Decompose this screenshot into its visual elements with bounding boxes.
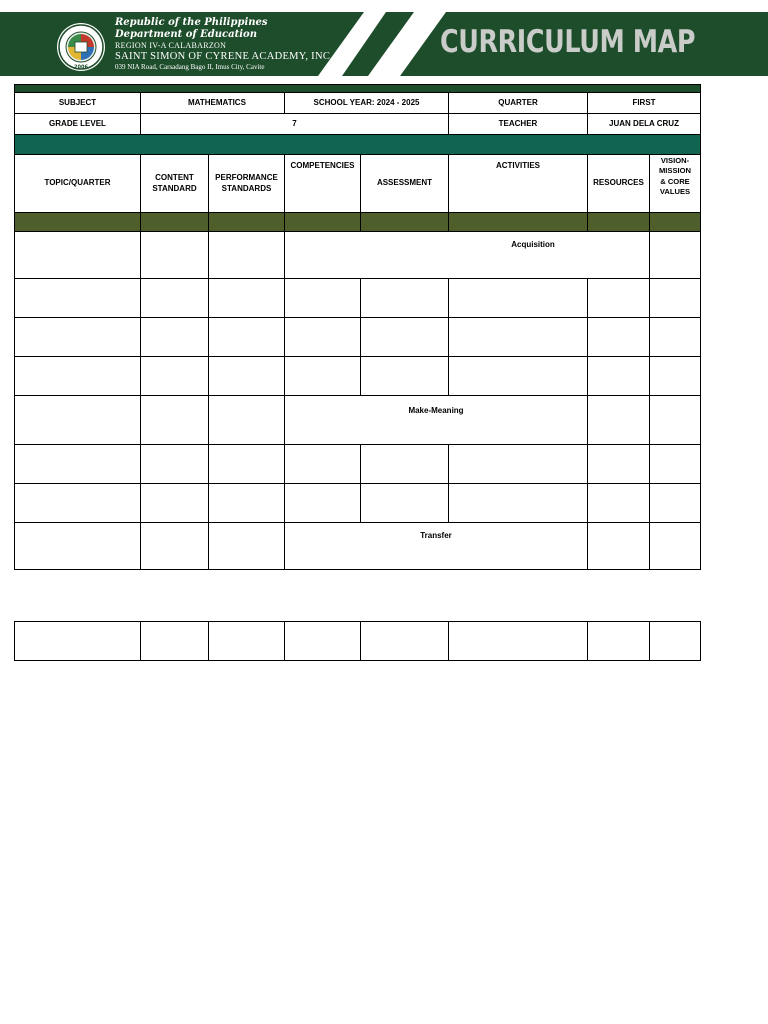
table-cell[interactable] — [650, 318, 701, 357]
col-topic-quarter: TOPIC/QUARTER — [15, 155, 141, 213]
table-cell[interactable] — [15, 622, 141, 661]
row-acquisition — [15, 232, 701, 279]
col-assessment: ASSESSMENT — [361, 155, 449, 213]
org-department: Department of Education — [115, 29, 257, 40]
col-vision-line4: VALUES — [659, 186, 691, 196]
table-cell[interactable] — [141, 232, 209, 279]
col-activities: ACTIVITIES — [449, 155, 588, 213]
olive-cell — [588, 213, 650, 232]
table-cell[interactable] — [361, 279, 449, 318]
org-address: 039 NIA Road, Carsadang Bago II, Imus City, Cavite — [115, 63, 265, 71]
col-vision-line2: MISSION — [658, 166, 692, 176]
table-cell[interactable] — [650, 232, 701, 279]
col-content-standard — [141, 155, 209, 213]
section-acquisition: Acquisition — [285, 232, 650, 279]
col-competencies: COMPETENCIES — [285, 155, 361, 213]
table-cell[interactable] — [141, 484, 209, 523]
row-transfer — [15, 523, 701, 570]
table-cell[interactable] — [209, 523, 285, 570]
subject-value[interactable]: MATHEMATICS — [141, 93, 285, 114]
table-cell[interactable] — [650, 357, 701, 396]
table-cell[interactable] — [15, 279, 141, 318]
table-cell[interactable] — [141, 357, 209, 396]
org-school-name: SAINT SIMON OF CYRENE ACADEMY, INC. — [115, 51, 334, 62]
table-cell[interactable] — [141, 279, 209, 318]
table-cell[interactable] — [588, 396, 650, 445]
logo-year: 2006 — [74, 64, 88, 71]
table-cell[interactable] — [141, 396, 209, 445]
table-row — [15, 484, 701, 523]
table-cell[interactable] — [141, 622, 209, 661]
org-republic: Republic of the Philippines — [115, 17, 268, 28]
table-cell[interactable] — [449, 318, 588, 357]
table-cell[interactable] — [650, 523, 701, 570]
col-vision-mission-core-values — [650, 155, 701, 213]
table-cell[interactable] — [209, 622, 285, 661]
extra-row-table — [14, 621, 701, 661]
top-strip — [15, 85, 701, 93]
table-cell[interactable] — [285, 318, 361, 357]
school-year[interactable]: SCHOOL YEAR: 2024 - 2025 — [285, 93, 449, 114]
column-header-row — [15, 155, 701, 213]
olive-cell — [15, 213, 141, 232]
col-performance-line2: STANDARDS — [221, 183, 272, 193]
table-cell[interactable] — [209, 484, 285, 523]
table-cell[interactable] — [588, 318, 650, 357]
col-vision-line1: VISION- — [660, 156, 690, 165]
table-cell[interactable] — [285, 622, 361, 661]
table-cell[interactable] — [650, 396, 701, 445]
row-make-meaning — [15, 396, 701, 445]
table-cell[interactable] — [449, 622, 588, 661]
olive-band-row — [15, 213, 701, 232]
olive-cell — [141, 213, 209, 232]
curriculum-map-table — [14, 84, 701, 570]
table-cell[interactable] — [449, 484, 588, 523]
col-content-line2: STANDARD — [152, 183, 197, 193]
grade-level-value[interactable]: 7 — [141, 114, 449, 135]
col-content-line1: CONTENT — [155, 172, 194, 182]
table-cell[interactable] — [650, 445, 701, 484]
table-cell[interactable] — [449, 445, 588, 484]
col-performance-line1: PERFORMANCE — [215, 172, 278, 182]
table-cell[interactable] — [361, 357, 449, 396]
table-cell[interactable] — [285, 357, 361, 396]
table-cell[interactable] — [650, 622, 701, 661]
table-cell[interactable] — [15, 357, 141, 396]
teacher-value[interactable]: JUAN DELA CRUZ — [588, 114, 701, 135]
section-band — [15, 135, 701, 155]
top-strip-row — [15, 85, 701, 93]
quarter-value[interactable]: FIRST — [588, 93, 701, 114]
table-cell[interactable] — [588, 357, 650, 396]
table-cell[interactable] — [650, 279, 701, 318]
table-cell[interactable] — [209, 357, 285, 396]
table-cell[interactable] — [15, 523, 141, 570]
section-make-meaning: Make-Meaning — [285, 396, 588, 445]
teacher-label: TEACHER — [449, 114, 588, 135]
col-performance-standards — [209, 155, 285, 213]
col-resources: RESOURCES — [588, 155, 650, 213]
grade-level-label: GRADE LEVEL — [15, 114, 141, 135]
table-cell[interactable] — [588, 523, 650, 570]
table-row — [15, 445, 701, 484]
table-cell[interactable] — [15, 396, 141, 445]
table-cell[interactable] — [361, 484, 449, 523]
table-cell[interactable] — [15, 318, 141, 357]
table-cell[interactable] — [209, 318, 285, 357]
table-cell[interactable] — [449, 357, 588, 396]
table-cell[interactable] — [588, 445, 650, 484]
table-row — [15, 622, 701, 661]
table-cell[interactable] — [285, 445, 361, 484]
table-cell[interactable] — [285, 279, 361, 318]
table-row — [15, 318, 701, 357]
section-transfer: Transfer — [285, 523, 588, 570]
table-row — [15, 279, 701, 318]
org-region: REGION IV-A CALABARZON — [115, 41, 227, 50]
table-cell[interactable] — [209, 445, 285, 484]
table-cell[interactable] — [209, 232, 285, 279]
olive-cell — [361, 213, 449, 232]
table-cell[interactable] — [588, 279, 650, 318]
school-seal-logo — [56, 22, 106, 72]
table-cell[interactable] — [141, 523, 209, 570]
table-cell[interactable] — [15, 232, 141, 279]
table-cell[interactable] — [361, 318, 449, 357]
table-cell[interactable] — [141, 445, 209, 484]
quarter-label: QUARTER — [449, 93, 588, 114]
document-header — [0, 12, 768, 76]
table-cell[interactable] — [285, 484, 361, 523]
info-row-subject — [15, 93, 701, 114]
olive-cell — [449, 213, 588, 232]
subject-label: SUBJECT — [15, 93, 141, 114]
olive-cell — [285, 213, 361, 232]
olive-cell — [650, 213, 701, 232]
table-cell[interactable] — [361, 445, 449, 484]
table-cell[interactable] — [361, 622, 449, 661]
table-cell[interactable] — [588, 622, 650, 661]
col-vision-line3: & CORE — [660, 176, 690, 186]
table-cell[interactable] — [141, 318, 209, 357]
info-row-grade — [15, 114, 701, 135]
table-cell[interactable] — [650, 484, 701, 523]
table-cell[interactable] — [15, 445, 141, 484]
olive-cell — [209, 213, 285, 232]
table-cell[interactable] — [209, 396, 285, 445]
organization-block — [115, 18, 333, 73]
table-cell[interactable] — [588, 484, 650, 523]
table-cell[interactable] — [209, 279, 285, 318]
table-row — [15, 357, 701, 396]
table-cell[interactable] — [449, 279, 588, 318]
document-title: CURRICULUM MAP — [440, 24, 696, 60]
section-band-row — [15, 135, 701, 155]
table-cell[interactable] — [15, 484, 141, 523]
